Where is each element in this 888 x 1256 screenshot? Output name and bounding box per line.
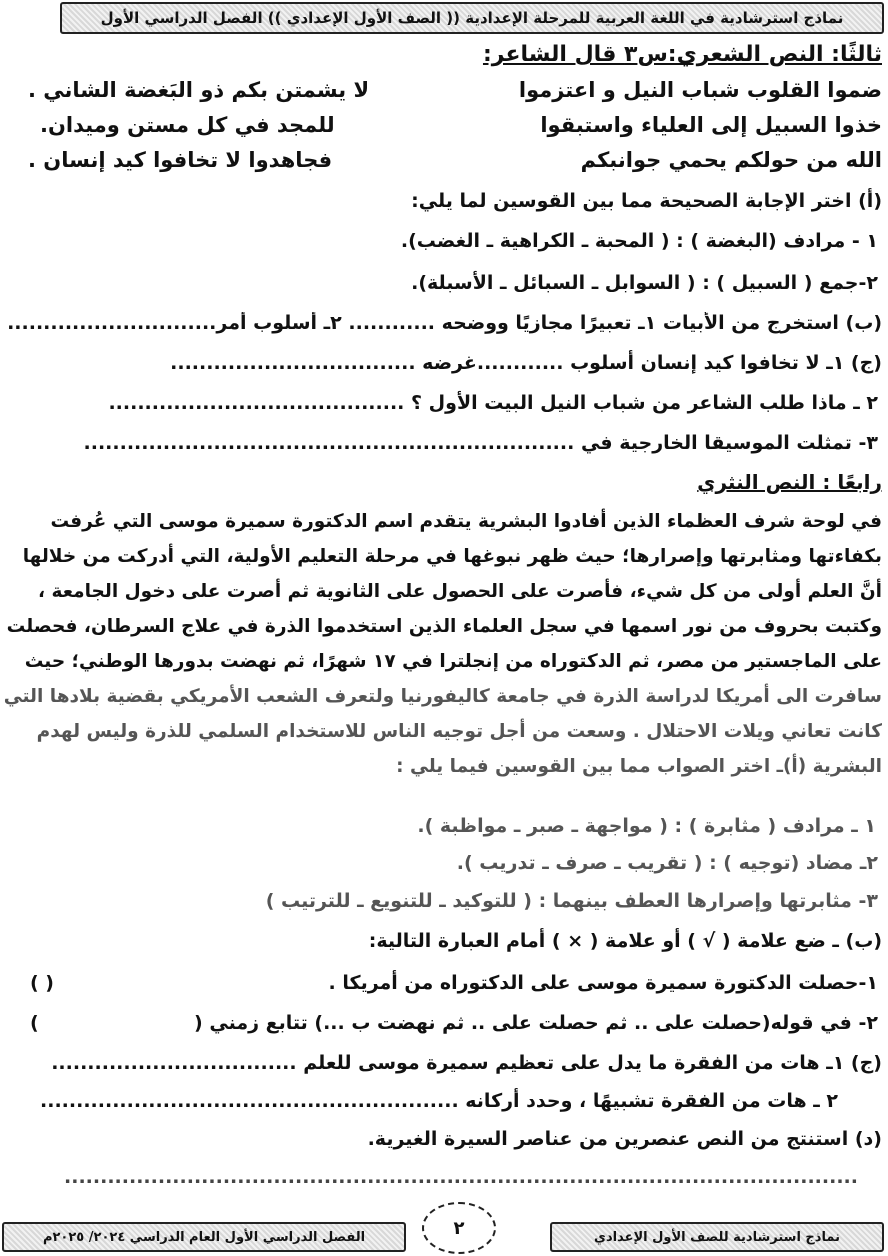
s4-question-b2: ٢- في قوله(حصلت على .. ثم حصلت على .. ثم نهضت ب ...) تتابع زمني (	[194, 1012, 878, 1034]
page-number-text: ٢	[453, 1217, 465, 1239]
s4-paragraph-line: في لوحة شرف العظماء الذين أفادوا البشرية يتقدم اسم الدكتورة سميرة موسى التي عُرفت	[50, 511, 882, 532]
s4-paragraph-line: وكتبت بحروف من نور اسمها في سجل العلماء الذين استخدموا الذرة في علاج السرطان، فحصلت	[6, 616, 882, 637]
s4-paragraph	[0, 504, 882, 784]
header-title: نماذج استرشادية في اللغة العربية للمرحلة الإعدادية (( الصف الأول الإعدادي )) الفصل الدراسي الأول	[100, 9, 844, 27]
page-header	[60, 2, 884, 34]
s4-question-b1: ١-حصلت الدكتورة سميرة موسى على الدكتوراه من أمريكا .	[328, 972, 878, 994]
s4-answer-box-1[interactable]: ( )	[30, 972, 54, 994]
poem-line-1-right: ضموا القلوب شباب النيل و اعتزموا	[518, 78, 882, 102]
s4-question-c1: (ج) ١ـ هات من الفقرة ما يدل على تعظيم سميرة موسى للعلم ..................................	[51, 1052, 882, 1074]
page-number	[422, 1202, 496, 1254]
s4-question-c2: ٢ ـ هات من الفقرة تشبيهًا ، وحدد أركانه ..........................................................	[40, 1090, 838, 1112]
s3-question-a1: ١ - مرادف (البغضة ) : ( المحبة ـ الكراهية ـ الغضب).	[400, 230, 878, 252]
s3-question-b: (ب) استخرج من الأبيات ١ـ تعبيرًا مجازيًا ووضحه ............ ٢ـ أسلوب أمر.............................	[7, 312, 882, 334]
s4-question-d: (د) استنتج من النص عنصرين من عناصر السيرة الغيرية.	[367, 1128, 882, 1150]
s3-question-c3: ٣- تمثلت الموسيقا الخارجية في ....................................................................	[83, 432, 878, 454]
s4-answer-line: ..............................................................................................................	[64, 1166, 858, 1188]
footer-left-text: الفصل الدراسي الأول العام الدراسي ٢٠٢٤/ ٢٠٢٥م	[42, 1229, 366, 1245]
s4-paragraph-line: على الماجستير من مصر، ثم الدكتوراه من إنجلترا في ١٧ شهرًا، ثم نهضت بدورها الوطني؛ حيث	[24, 651, 882, 672]
s3-question-c1: (ج) ١ـ لا تخافوا كيد إنسان أسلوب ............غرضه ..................................	[170, 352, 882, 374]
s4-paragraph-line: أنَّ العلم أولى من كل شيء، فأصرت على الحصول على الثانوية ثم أصرت على دخول الجامعة ،	[38, 581, 882, 602]
s4-question-a3: ٣- مثابرتها وإصرارها العطف بينهما : ( للتوكيد ـ للتنويع ـ للترتيب )	[265, 890, 878, 912]
s4-paragraph-line: بكفاءتها ومثابرتها وإصرارها؛ حيث ظهر نبوغها في مرحلة التعليم الأولية، التي أدركت من خلالها	[22, 546, 882, 567]
poem-line-1-left: لا يشمتن بكم ذو البَغضة الشاني .	[28, 78, 370, 102]
footer-left	[2, 1222, 406, 1252]
footer-right-text: نماذج استرشادية للصف الأول الإعدادي	[594, 1229, 840, 1245]
s4-question-a1: ١ ـ مرادف ( مثابرة ) : ( مواجهة ـ صبر ـ مواظبة ).	[417, 815, 876, 837]
poem-line-2-right: خذوا السبيل إلى العلياء واستبقوا	[540, 113, 882, 137]
s4-question-b-title: (ب) ـ ضع علامة ( √ ) أو علامة ( × ) أمام العبارة التالية:	[368, 930, 882, 952]
s3-question-c2: ٢ ـ ماذا طلب الشاعر من شباب النيل البيت الأول ؟ .........................................	[108, 392, 878, 414]
s4-paragraph-line: كانت تعاني ويلات الاحتلال . وسعت من أجل توجيه الناس للاستخدام السلمي للذرة وليس لهدم	[36, 721, 882, 742]
s4-question-a2: ٢ـ مضاد (توجيه ) : ( تقريب ـ صرف ـ تدريب ).	[456, 852, 878, 874]
s4-answer-box-2[interactable]: )	[30, 1012, 39, 1034]
s4-paragraph-line: البشرية (أ)ـ اختر الصواب مما بين القوسين فيما يلي :	[396, 756, 882, 777]
poem-line-2-left: للمجد في كل مستن وميدان.	[40, 113, 335, 137]
section3-title: ثالثًا: النص الشعري:س٣ قال الشاعر:	[482, 42, 882, 67]
poem-line-3-right: الله من حولكم يحمي جوانبكم	[580, 148, 882, 172]
poem-line-3-left: فجاهدوا لا تخافوا كيد إنسان .	[28, 148, 333, 172]
s3-question-a2: ٢-جمع ( السبيل ) : ( السوابل ـ السبائل ـ الأسبلة).	[411, 272, 878, 294]
s3-question-a-title: (أ) اختر الإجابة الصحيحة مما بين القوسين لما يلي:	[411, 190, 882, 212]
section4-title: رابعًا : النص النثري	[697, 470, 882, 494]
footer-right	[550, 1222, 884, 1252]
s4-paragraph-line: سافرت الى أمريكا لدراسة الذرة في جامعة كاليفورنيا ولتعرف الشعب الأمريكي بقضية بلادها التي	[3, 686, 882, 707]
